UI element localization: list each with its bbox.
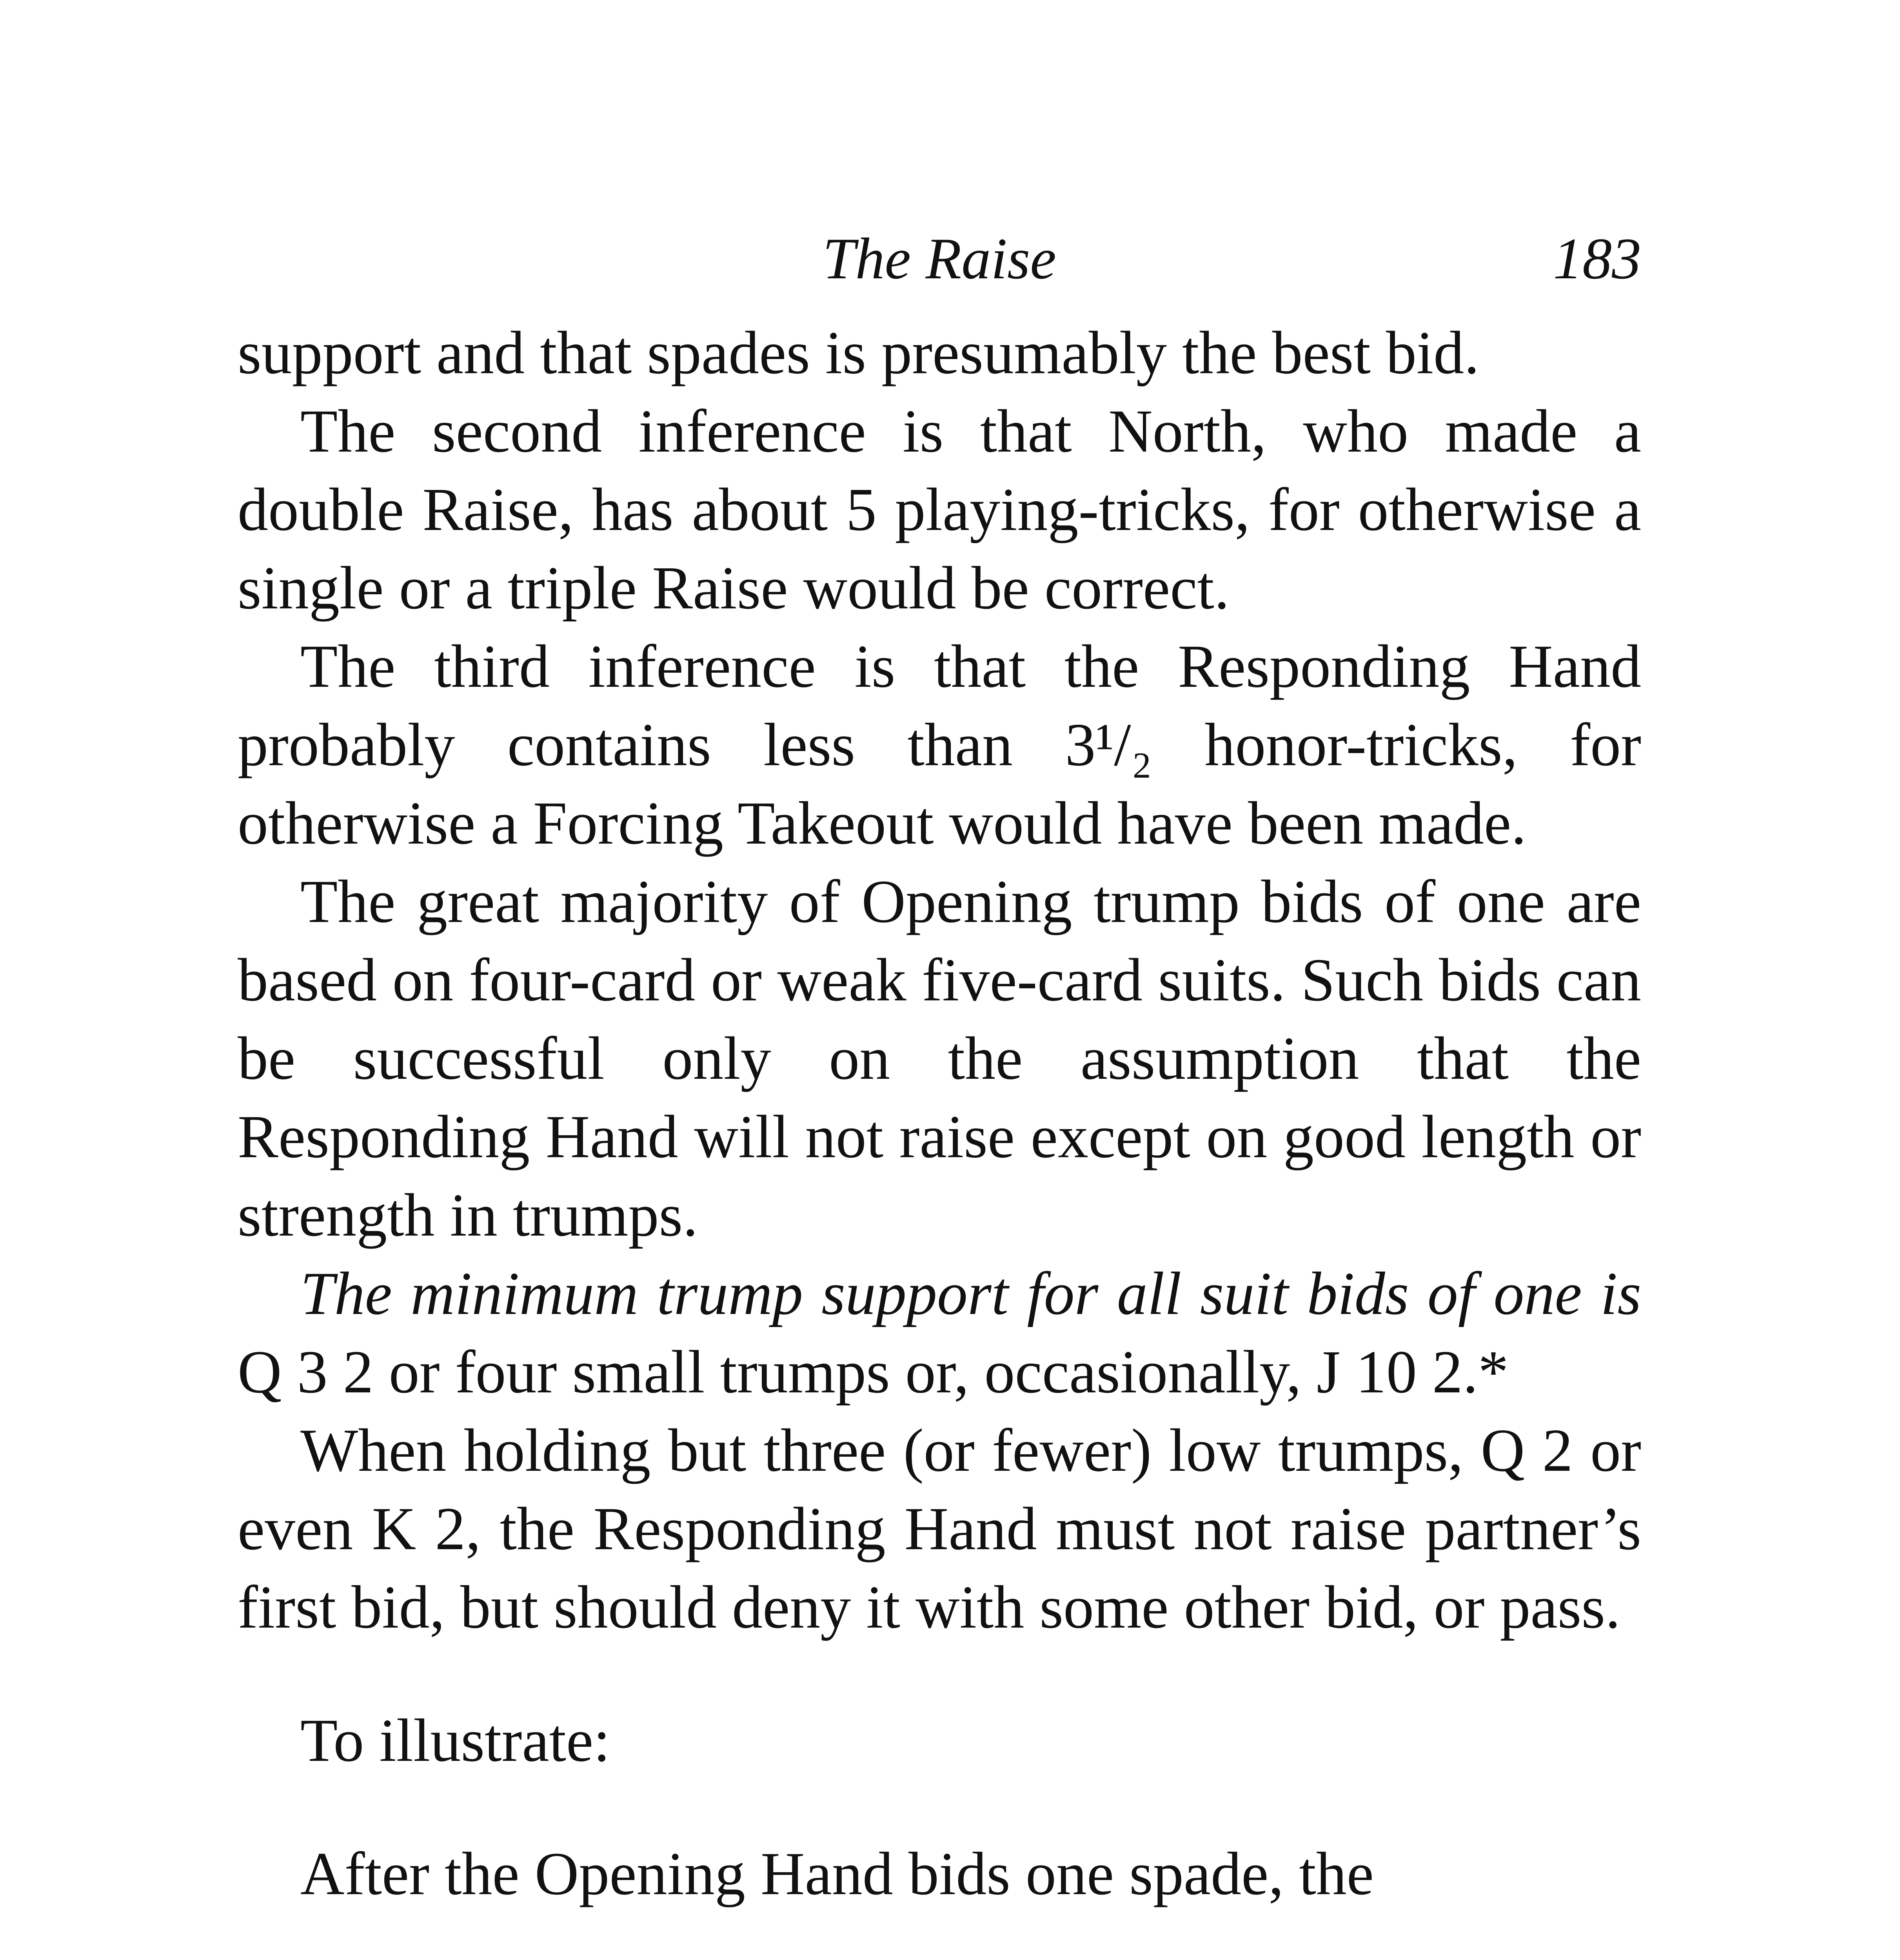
paragraph-second-inference: The second inference is that North, who made a double Raise, has about 5 playing-tricks, for otherwise a single or a triple Raise would be correct. (238, 397, 1641, 622)
paragraph-opening-bids: The great majority of Opening trump bids of one are based on four-card or weak five-card suits. Such bids can be successful only on the assumption that the Responding Hand will not raise except on good length or strength in trumps. (238, 867, 1641, 1249)
paragraph-third-inference (238, 627, 1641, 862)
page-number: 183 (1553, 226, 1641, 291)
paragraph-example: After the Opening Hand bids one spade, the (300, 1840, 1374, 1907)
minimum-support-holdings: Q 3 2 or four small trumps or, occasionally, J 10 2.* (238, 1338, 1509, 1406)
minimum-support-rule: The minimum trump support for all suit bids of one is (300, 1259, 1641, 1327)
third-inference-text-end: honor-tricks, for otherwise a Forcing Takeout would have been made. (238, 711, 1641, 857)
paragraph-low-trumps: When holding but three (or fewer) low trumps, Q 2 or even K 2, the Responding Hand must not raise partner’s first bid, but should deny it with some other bid, or pass. (238, 1416, 1641, 1641)
paragraph-minimum-support (238, 1254, 1641, 1411)
chapter-title: The Raise (823, 226, 1056, 291)
running-head (238, 220, 1641, 298)
paragraph-to-illustrate: To illustrate: (300, 1706, 610, 1774)
third-inference-text: The third inference is that the Responding Hand probably contains less than 3 (238, 632, 1641, 779)
body-text (238, 314, 1641, 1913)
paragraph-continued: support and that spades is presumably the best bid. (238, 319, 1480, 387)
fraction-one-half: ¹/₂ (1095, 711, 1152, 779)
